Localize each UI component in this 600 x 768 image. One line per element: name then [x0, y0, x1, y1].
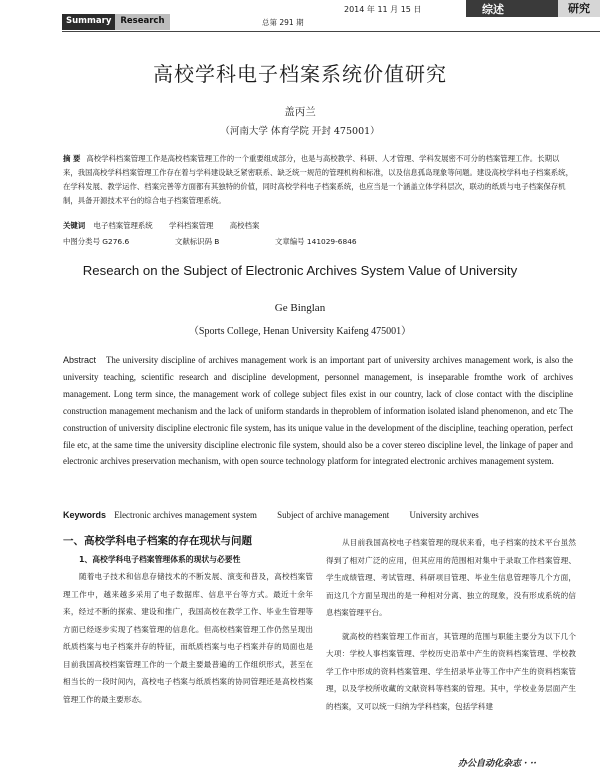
classification-line	[63, 236, 357, 247]
abstract-en-text: The university discipline of archives management work is an important part of university archives management work, is also the university teaching, scientific research and discipline development, personnel management, is inseparable fromthe work of archives management. Long term since, the management work of college subject files exist in our country, lack of close contact with the discipline construction management mechanism and the lack of uniform standards in theproblem of information isolated island phenomenon, and etc The construction of university discipline electronic file system, has its unique value in the development of the discipline, teaching operation, perfect file etc, at the same time the university discipline electronic file system, should also be a cover stereo discipline level, the linkage of paper and electronic archives preservation mechanism, with open source technology platform for integrated electronic archives management system.	[63, 355, 573, 467]
page-header	[0, 0, 600, 36]
affiliation-en: （Sports College, Henan University Kaifeng 475001）	[188, 326, 412, 337]
clc-number: 中图分类号 G276.6	[63, 237, 130, 246]
column-tag-research: 研究	[558, 0, 600, 17]
paper-title-cn: 高校学科电子档案系统价值研究	[153, 62, 447, 86]
document-code: 文献标识码 B	[175, 237, 220, 246]
body-column-right	[326, 534, 576, 715]
abstract-en	[63, 352, 573, 470]
abstract-cn-text: 高校学科档案管理工作是高校档案管理工作的一个重要组成部分，也是与高校教学、科研、人才管理、学科发展密不可分的档案管理工作。长期以来，我国高校学科档案管理工作存在着与学科建设缺乏紧密联系、缺乏统一规范的管理机构和标准，以及信息孤岛现象等问题。建设高校学科电子档案系统，在学科发展、教学运作、档案完善等方面都有其独特的价值，同时高校学科电子档案系统，也应当是一个涵盖立体学科层次，联动的纸质与电子档案保存机制，具备开源技术平台的综合电子档案管理系统。	[63, 154, 573, 205]
header-rule	[62, 31, 600, 32]
author-en: Ge Binglan	[274, 302, 326, 314]
keyword-cn-item: 高校档案	[229, 221, 260, 230]
abstract-en-label: Abstract	[63, 355, 97, 365]
body-column-left	[63, 534, 313, 708]
affiliation-cn: （河南大学 体育学院 开封 475001）	[220, 126, 380, 137]
body-paragraph: 随着电子技术和信息存储技术的不断发展、演变和普及，高校档案管理工作中，越来越多采用了电子数据库、信息平台等方式。最近十余年来，经过不断的探索、建设和推广，我国高校在教学工作、毕业生管理等方面已经逐步实现了档案管理的信息化。但高校档案管理工作仍然呈现出纸质档案与电子档案并存的特征，而纸质档案与电子档案并存的局面也是目前我国高校档案管理工作的一个最主要最普遍的工作组织形式，甚至在相当长的一段时间内，高校电子档案与纸质档案的协同管理还是高校档案管理工作的最主要形态。	[63, 572, 313, 704]
author-cn: 盖丙兰	[284, 106, 316, 118]
keywords-en-label: Keywords	[63, 510, 107, 520]
body-paragraph: 从目前我国高校电子档案管理的现状来看，电子档案的技术平台虽然得到了相对广泛的应用，但其应用的范围相对集中于录取工作档案管理、学生成绩管理、考试管理、科研项目管理、毕业生信息管理等几个方面，而这几个方面呈现出的是一种相对分离、独立的现象，没有形成系统的信息档案管理平台。	[326, 538, 576, 617]
keyword-en-item: Electronic archives management system	[114, 510, 257, 520]
research-label: Research	[115, 14, 169, 30]
keyword-cn-item: 学科档案管理	[169, 221, 214, 230]
keywords-cn-label: 关键词	[63, 221, 86, 230]
abstract-cn-label: 摘 要	[63, 154, 81, 163]
subsection-heading: 1、高校学科电子档案管理体系的现状与必要性	[79, 555, 241, 564]
abstract-cn	[63, 152, 573, 208]
summary-label: Summary	[62, 14, 115, 30]
paper-title-en: Research on the Subject of Electronic Archives System Value of University	[82, 263, 518, 278]
issue-number: 总第 291 期	[262, 18, 304, 27]
keywords-en	[63, 510, 497, 520]
issue-date: 2014 年 11 月 15 日	[344, 5, 422, 14]
body-paragraph: 就高校的档案管理工作而言，其管理的范围与职能主要分为以下几个大项：学校人事档案管理、学校历史沿革中产生的资料档案管理、学校教学工作中形成的资料档案管理、学生招录毕业等工作中产生的资料档案管理，以及学校所收藏的文献资料等档案的管理。其中，学校业务层面产生的档案，又可以统一归纳为学科档案，包括学科建	[326, 631, 576, 711]
section-label	[62, 14, 170, 30]
column-tag	[466, 0, 600, 17]
keywords-cn	[63, 220, 273, 231]
keyword-en-item: Subject of archive management	[277, 510, 390, 520]
column-tag-review: 综述	[482, 2, 504, 16]
journal-footer-mark: 办公自动化杂志 · ··	[458, 759, 537, 768]
article-number: 文章编号 141029-6846	[275, 237, 357, 246]
keyword-en-item: University archives	[409, 510, 479, 520]
keyword-cn-item: 电子档案管理系统	[93, 221, 153, 230]
section-heading: 一、高校学科电子档案的存在现状与问题	[63, 535, 252, 547]
